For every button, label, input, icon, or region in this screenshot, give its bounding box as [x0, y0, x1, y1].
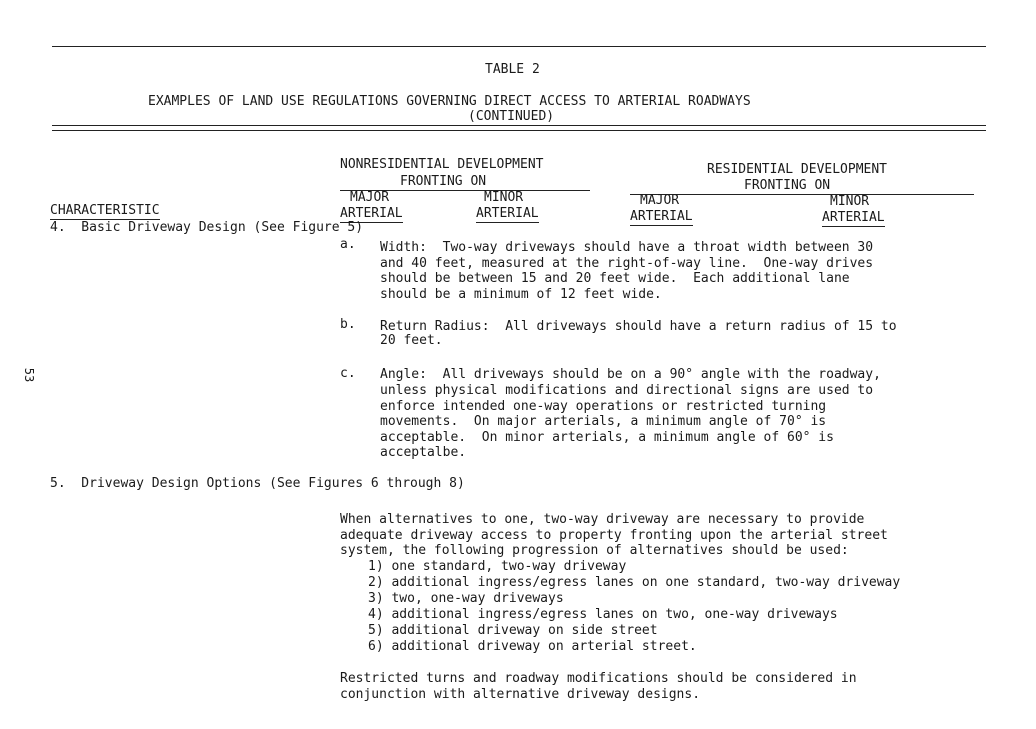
title-rule-1	[52, 125, 986, 126]
item-4c-line6: acceptalbe.	[380, 445, 467, 460]
item-5-option-5: 5) additional driveway on side street	[368, 623, 658, 638]
top-rule	[52, 46, 986, 47]
title-rule-2	[52, 130, 986, 131]
item-5-option-3: 3) two, one-way driveways	[368, 591, 564, 606]
item-4b-line2: 20 feet.	[380, 333, 443, 348]
nonres-major-label: MAJOR	[350, 190, 390, 205]
table-label: TABLE 2	[485, 62, 540, 77]
item-4b-line1: Return Radius: All driveways should have a return radius of 15 to	[380, 319, 897, 334]
res-major-arterial-label: ARTERIAL	[630, 209, 693, 224]
item-5-intro-line2: adequate driveway access to property fronting upon the arterial street	[340, 528, 888, 543]
page-number: 53	[22, 367, 37, 383]
characteristic-header: CHARACTERISTIC	[50, 203, 160, 218]
item-4a-line4: should be a minimum of 12 feet wide.	[380, 287, 662, 302]
res-minor-label: MINOR	[830, 194, 870, 209]
item-4a-marker: a.	[340, 237, 356, 252]
item-4c-line4: movements. On major arterials, a minimum angle of 70° is	[380, 414, 827, 429]
res-header-rule	[630, 194, 974, 195]
item-4a-line3: should be between 15 and 20 feet wide. Each additional lane	[380, 271, 850, 286]
res-header-line1: RESIDENTIAL DEVELOPMENT	[707, 162, 888, 177]
item-4c-marker: c.	[340, 366, 356, 381]
item-5-option-1: 1) one standard, two-way driveway	[368, 559, 627, 574]
item-4a-line2: and 40 feet, measured at the right-of-way line. One-way drives	[380, 256, 874, 271]
nonres-header-line2: FRONTING ON	[400, 174, 487, 189]
item-5-option-2: 2) additional ingress/egress lanes on one standard, two-way driveway	[368, 575, 901, 590]
item-4c-line3: enforce intended one-way operations or restricted turning	[380, 399, 827, 414]
item-5-intro-line1: When alternatives to one, two-way driveway are necessary to provide	[340, 512, 865, 527]
item-4b-marker: b.	[340, 317, 356, 332]
table-title: EXAMPLES OF LAND USE REGULATIONS GOVERNING DIRECT ACCESS TO ARTERIAL ROADWAYS	[148, 94, 751, 109]
item-4c-line2: unless physical modifications and directional signs are used to	[380, 383, 874, 398]
item-4a-line1: Width: Two-way driveways should have a throat width between 30	[380, 240, 874, 255]
nonres-header-line1: NONRESIDENTIAL DEVELOPMENT	[340, 157, 544, 172]
item-4c-line5: acceptable. On minor arterials, a minimum angle of 60° is	[380, 430, 834, 445]
table-subtitle: (CONTINUED)	[468, 109, 555, 124]
nonres-minor-arterial-label: ARTERIAL	[476, 206, 539, 221]
item-4-label: 4. Basic Driveway Design (See Figure 5)	[50, 220, 364, 235]
item-4c-line1: Angle: All driveways should be on a 90° angle with the roadway,	[380, 367, 881, 382]
nonres-major-arterial-label: ARTERIAL	[340, 206, 403, 221]
item-5-label: 5. Driveway Design Options (See Figures 6 through 8)	[50, 476, 465, 491]
nonres-minor-label: MINOR	[484, 190, 524, 205]
item-5-intro-line3: system, the following progression of alternatives should be used:	[340, 543, 849, 558]
item-5-closing-line2: conjunction with alternative driveway designs.	[340, 687, 701, 702]
res-header-line2: FRONTING ON	[744, 178, 831, 193]
item-5-option-4: 4) additional ingress/egress lanes on two, one-way driveways	[368, 607, 838, 622]
item-5-option-6: 6) additional driveway on arterial street.	[368, 639, 697, 654]
res-major-label: MAJOR	[640, 193, 680, 208]
item-5-closing-line1: Restricted turns and roadway modifications should be considered in	[340, 671, 857, 686]
res-minor-arterial-label: ARTERIAL	[822, 210, 885, 225]
